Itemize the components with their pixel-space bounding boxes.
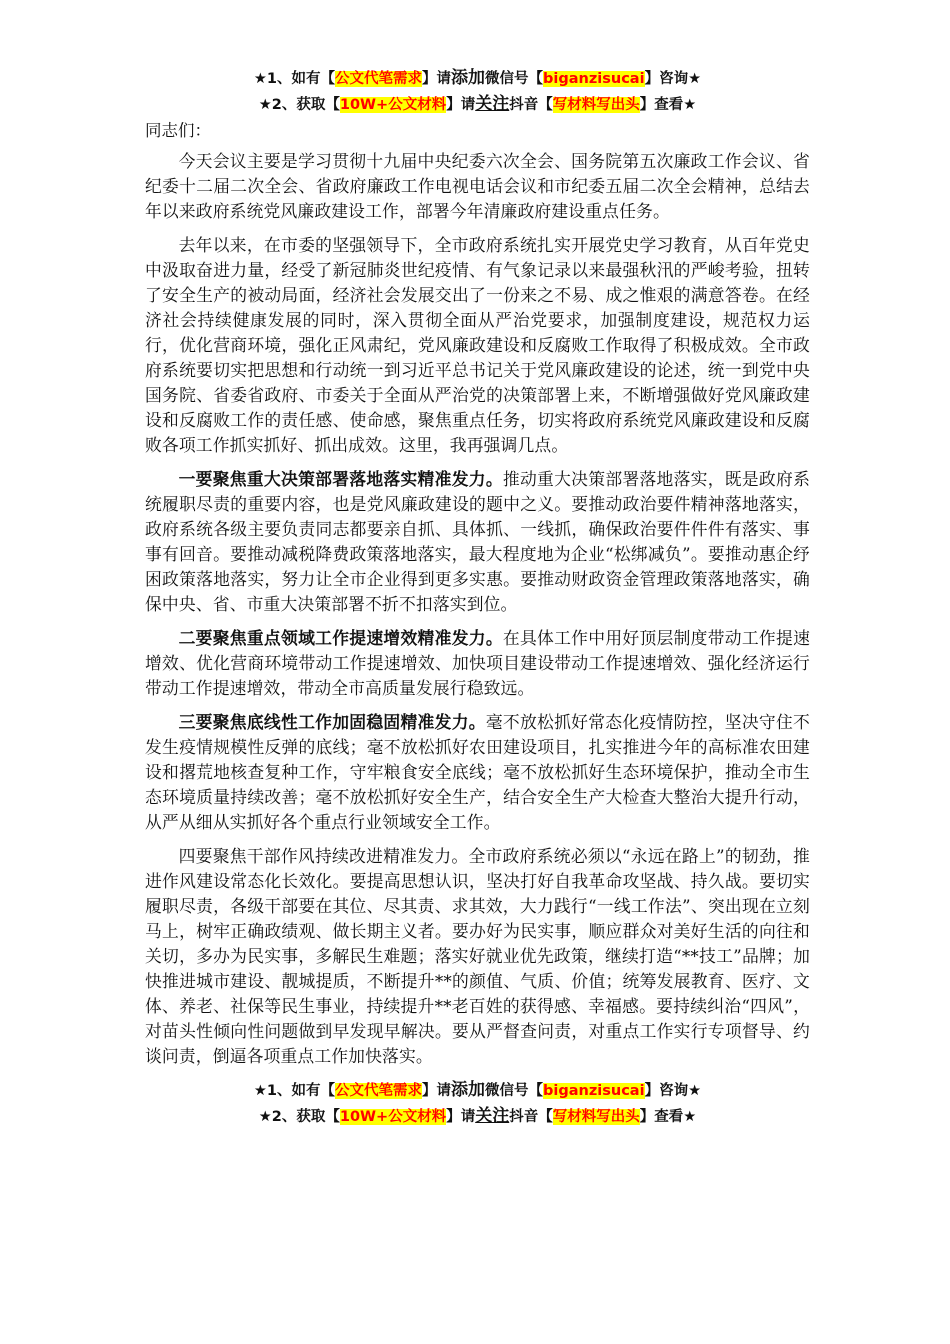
body-paragraph: 今天会议主要是学习贯彻十九届中央纪委六次全会、国务院第五次廉政工作会议、省纪委十二届二次全会、省政府廉政工作电视电话会议和市纪委五届二次全会精神，总结去年以来政府系统党风廉政建设工作，部署今年清廉政府建设重点任务。 <box>145 151 810 221</box>
ad-banner-line-1: ★1、如有【公文代笔需求】请添加微信号【biganzisucai】咨询★ <box>253 68 702 88</box>
ad-banner-top <box>145 66 810 118</box>
highlight-wechat-id: biganzisucai <box>543 1083 645 1099</box>
body-paragraph-point-1: 一要聚焦重大决策部署落地落实精准发力。推动重大决策部署落地落实，既是政府系统履职尽责的重要内容，也是党风廉政建设的题中之义。要推动政治要件精神落地落实，政府系统各级主要负责同志都要亲自抓、具体抓、一线抓，确保政治要件件件有落实、事事有回音。要推动减税降费政策落地落实，最大程度地为企业“松绑减负”。要推动惠企纾困政策落地落实，努力让全市企业得到更多实惠。要推动财政资金管理政策落地落实，确保中央、省、市重大决策部署不折不扣落实到位。 <box>145 469 811 614</box>
ad-banner-line-1: ★1、如有【公文代笔需求】请添加微信号【biganzisucai】咨询★ <box>253 1080 702 1100</box>
highlight-service: 公文代笔需求 <box>335 71 423 87</box>
highlight-wechat-id: biganzisucai <box>543 71 645 87</box>
point-heading: 一要聚焦重大决策部署落地落实精准发力。 <box>178 469 503 489</box>
highlight-materials: 10W+公文材料 <box>339 97 447 113</box>
point-heading: 三要聚焦底线性工作加固稳固精准发力。 <box>178 712 486 732</box>
highlight-douyin-account: 写材料写出头 <box>552 1109 640 1125</box>
highlight-douyin-account: 写材料写出头 <box>552 97 640 113</box>
document-page <box>145 66 810 1130</box>
ad-banner-line-2: ★2、获取【10W+公文材料】请关注抖音【写材料写出头】查看★ <box>258 94 697 114</box>
point-heading: 二要聚焦重点领域工作提速增效精准发力。 <box>178 628 503 648</box>
body-paragraph-point-4: 四要聚焦干部作风持续改进精准发力。全市政府系统必须以“永远在路上”的韧劲，推进作风建设常态化长效化。要提高思想认识，坚决打好自我革命攻坚战、持久战。要切实履职尽责，各级干部要在其位、尽其责、求其效，大力践行“一线工作法”、突出现在立刻马上，树牢正确政绩观、做长期主义者。要办好为民实事，顺应群众对美好生活的向往和关切，多办为民实事，多解民生难题；落实好就业优先政策，继续打造“**技工”品牌；加快推进城市建设、靓城提质，不断提升**的颜值、气质、价值；统筹发展教育、医疗、文体、养老、社保等民生事业，持续提升**老百姓的获得感、幸福感。要持续纠治“四风”，对苗头性倾向性问题做到早发现早解决。要从严督查问责，对重点工作实行专项督导、约谈问责，倒逼各项重点工作加快落实。 <box>145 846 810 1066</box>
ad-banner-bottom <box>145 1078 810 1130</box>
body-paragraph-point-2: 二要聚焦重点领域工作提速增效精准发力。在具体工作中用好顶层制度带动工作提速增效、优化营商环境带动工作提速增效、加快项目建设带动工作提速增效、强化经济运行带动工作提速增效，带动全市高质量发展行稳致远。 <box>145 628 811 698</box>
salutation: 同志们： <box>145 121 211 140</box>
highlight-service: 公文代笔需求 <box>335 1083 423 1099</box>
ad-banner-line-2: ★2、获取【10W+公文材料】请关注抖音【写材料写出头】查看★ <box>258 1106 697 1126</box>
highlight-materials: 10W+公文材料 <box>339 1109 447 1125</box>
body-paragraph-point-3: 三要聚焦底线性工作加固稳固精准发力。毫不放松抓好常态化疫情防控，坚决守住不发生疫情规模性反弹的底线；毫不放松抓好农田建设项目，扎实推进今年的高标准农田建设和撂荒地核查复种工作，守牢粮食安全底线；毫不放松抓好生态环境保护，推动全市生态环境质量持续改善；毫不放松抓好安全生产，结合安全生产大检查大整治大提升行动，从严从细从实抓好各个重点行业领域安全工作。 <box>145 712 810 832</box>
body-paragraph: 去年以来，在市委的坚强领导下，全市政府系统扎实开展党史学习教育，从百年党史中汲取奋进力量，经受了新冠肺炎世纪疫情、有气象记录以来最强秋汛的严峻考验，扭转了安全生产的被动局面，经济社会发展交出了一份来之不易、成之惟艰的满意答卷。在经济社会持续健康发展的同时，深入贯彻全面从严治党要求，加强制度建设，规范权力运行，优化营商环境，强化正风肃纪，党风廉政建设和反腐败工作取得了积极成效。全市政府系统要切实把思想和行动统一到习近平总书记关于党风廉政建设的论述，统一到党中央国务院、省委省政府、市委关于全面从严治党的决策部署上来，不断增强做好党风廉政建设和反腐败工作的责任感、使命感，聚焦重点任务，切实将政府系统党风廉政建设和反腐败各项工作抓实抓好、抓出成效。这里，我再强调几点。 <box>145 235 810 455</box>
